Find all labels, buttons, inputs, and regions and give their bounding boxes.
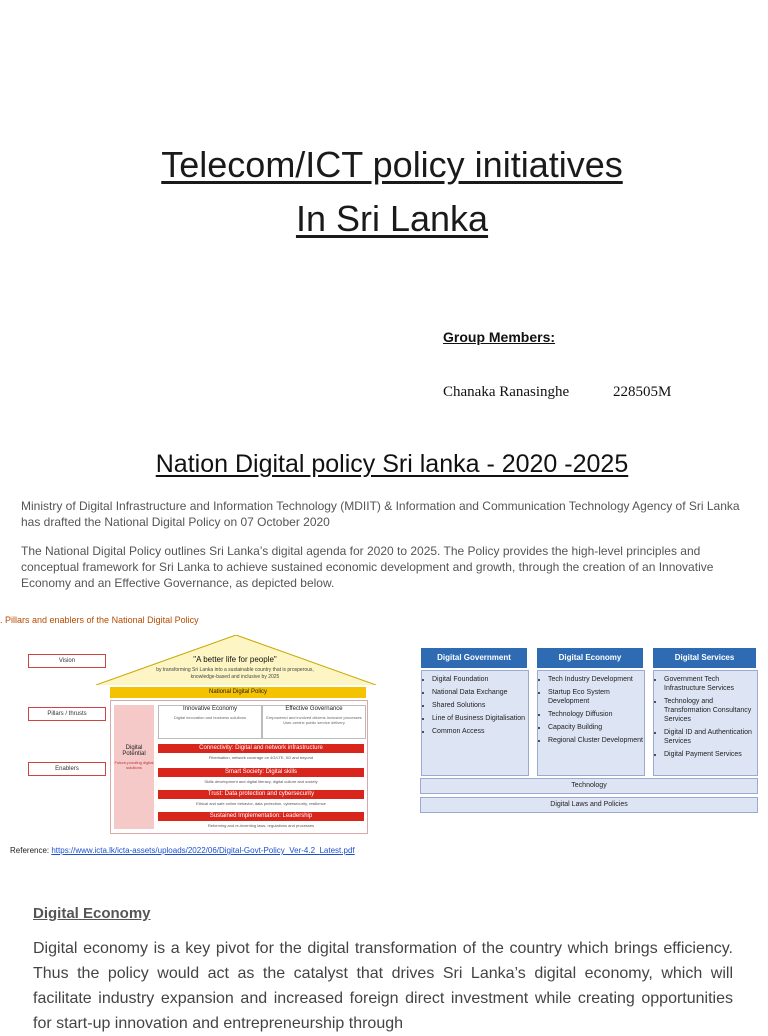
list-item: • Line of Business Digitalisation [432, 714, 528, 723]
member-name: Chanaka Ranasinghe [443, 384, 570, 400]
page-title-line-1: Telecom/ICT policy initiatives [161, 144, 623, 185]
list-item: • Shared Solutions [432, 701, 528, 710]
vision-tag: Vision [28, 654, 106, 668]
vision-quote: "A better life for people" [193, 655, 277, 664]
diagram-caption: . Pillars and enablers of the National Digital Policy [0, 615, 199, 625]
list-item: • Technology and Transformation Consultancy Services [664, 697, 757, 724]
enabler-smart-society-sub: Skills development and digital literacy, digital culture and society [204, 779, 318, 784]
enabler-smart-society: Smart Society: Digital skills [158, 768, 364, 777]
list-item: • Government Tech Infrastructure Services [664, 675, 757, 693]
list-item: • Regional Cluster Development [548, 736, 644, 745]
pillar-subtitle: Digital innovation and business solutions [173, 715, 247, 720]
intro-paragraph-1: Ministry of Digital Infrastructure and Information Technology (MDIIT) & Information and Communication Technology Agency of Sri Lanka has drafted the National Digital Policy on 07 October 2020 [21, 499, 740, 529]
column-digital-economy [537, 670, 645, 776]
column-header-digital-services: Digital Services [653, 648, 756, 668]
enabler-leadership: Sustained Implementation: Leadership [158, 812, 364, 821]
column-digital-services [653, 670, 758, 776]
list-item: • Digital Foundation [432, 675, 528, 684]
pillar-innovative-economy [158, 705, 262, 739]
enablers-tag: Enablers [28, 762, 106, 776]
vision-subtext: by transforming Sri Lanka into a sustainable country that is prosperous, knowledge-based and inclusive by 2025 [156, 667, 314, 680]
list-item: • Digital Payment Services [664, 750, 757, 759]
technology-bar: Technology [420, 778, 758, 794]
column-header-digital-government: Digital Government [421, 648, 527, 668]
digital-potential-sub: Future-proofing digital solutions [114, 760, 154, 770]
pillar-title: Innovative Economy [182, 706, 238, 712]
list-item: • Capacity Building [548, 723, 644, 732]
column-digital-government [421, 670, 529, 776]
enabler-leadership-sub: Reforming and re-inventing laws, regulations and processes [207, 823, 315, 828]
list-item: • Startup Eco System Development [548, 688, 644, 706]
intro-paragraph-2: The National Digital Policy outlines Sri Lanka’s digital agenda for 2020 to 2025. The Policy provides the high-level principles and conceptual framework for Sri Lanka to achieve sustained economic development and growth, through the creation of an Innovative Economy and an Effective Governance, as depicted below. [21, 544, 714, 590]
column-header-digital-economy: Digital Economy [537, 648, 643, 668]
section-title: Nation Digital policy Sri lanka - 2020 -2025 [155, 450, 629, 478]
enabler-connectivity: Connectivity: Digital and network infrastructure [158, 744, 364, 753]
list-item: • Technology Diffusion [548, 710, 644, 719]
reference-label: Reference: [10, 846, 52, 855]
list-item: • Tech Industry Development [548, 675, 644, 684]
list-item: • Common Access [432, 727, 528, 736]
enabler-connectivity-sub: Fiberisation, network coverage on 4G/LTE, 5G and beyond [208, 755, 314, 760]
page-title-line-2: In Sri Lanka [295, 198, 489, 239]
group-members-label: Group Members: [443, 329, 556, 345]
pillar-effective-governance [262, 705, 366, 739]
pillar-subtitle: Empowered and involved citizens Inclusive processes User-centric public service delivery [266, 715, 362, 725]
pillar-title: Effective Governance [285, 706, 343, 712]
pillars-tag: Pillars / thrusts [28, 707, 106, 721]
reference-link[interactable]: https://www.icta.lk/icta-assets/uploads/2022/06/Digital-Govt-Policy_Ver-4.2_Latest.pdf [51, 846, 355, 855]
digital-economy-body: Digital economy is a key pivot for the digital transformation of the country which brings efficiency. Thus the policy would act as the catalyst that drives Sri Lanka’s digital economy, which will facilitate industry expansion and increased foreign direct investment while creating opportunities for start-up innovation and entrepreneurship through [33, 940, 733, 1032]
reference-line [10, 846, 355, 855]
list-item: • Digital ID and Authentication Services [664, 728, 757, 746]
digital-laws-bar: Digital Laws and Policies [420, 797, 758, 813]
enabler-trust-sub: Ethical and safe online behavior, data protection, cybersecurity, resilience [196, 801, 326, 806]
digital-potential-label: Digital Potential [122, 745, 146, 757]
list-item: • National Data Exchange [432, 688, 528, 697]
digital-economy-heading: Digital Economy [33, 905, 151, 922]
national-digital-policy-bar: National Digital Policy [110, 687, 366, 698]
digital-potential-pillar [114, 705, 154, 829]
member-id: 228505M [613, 384, 672, 400]
enabler-trust: Trust: Data protection and cybersecurity [158, 790, 364, 799]
